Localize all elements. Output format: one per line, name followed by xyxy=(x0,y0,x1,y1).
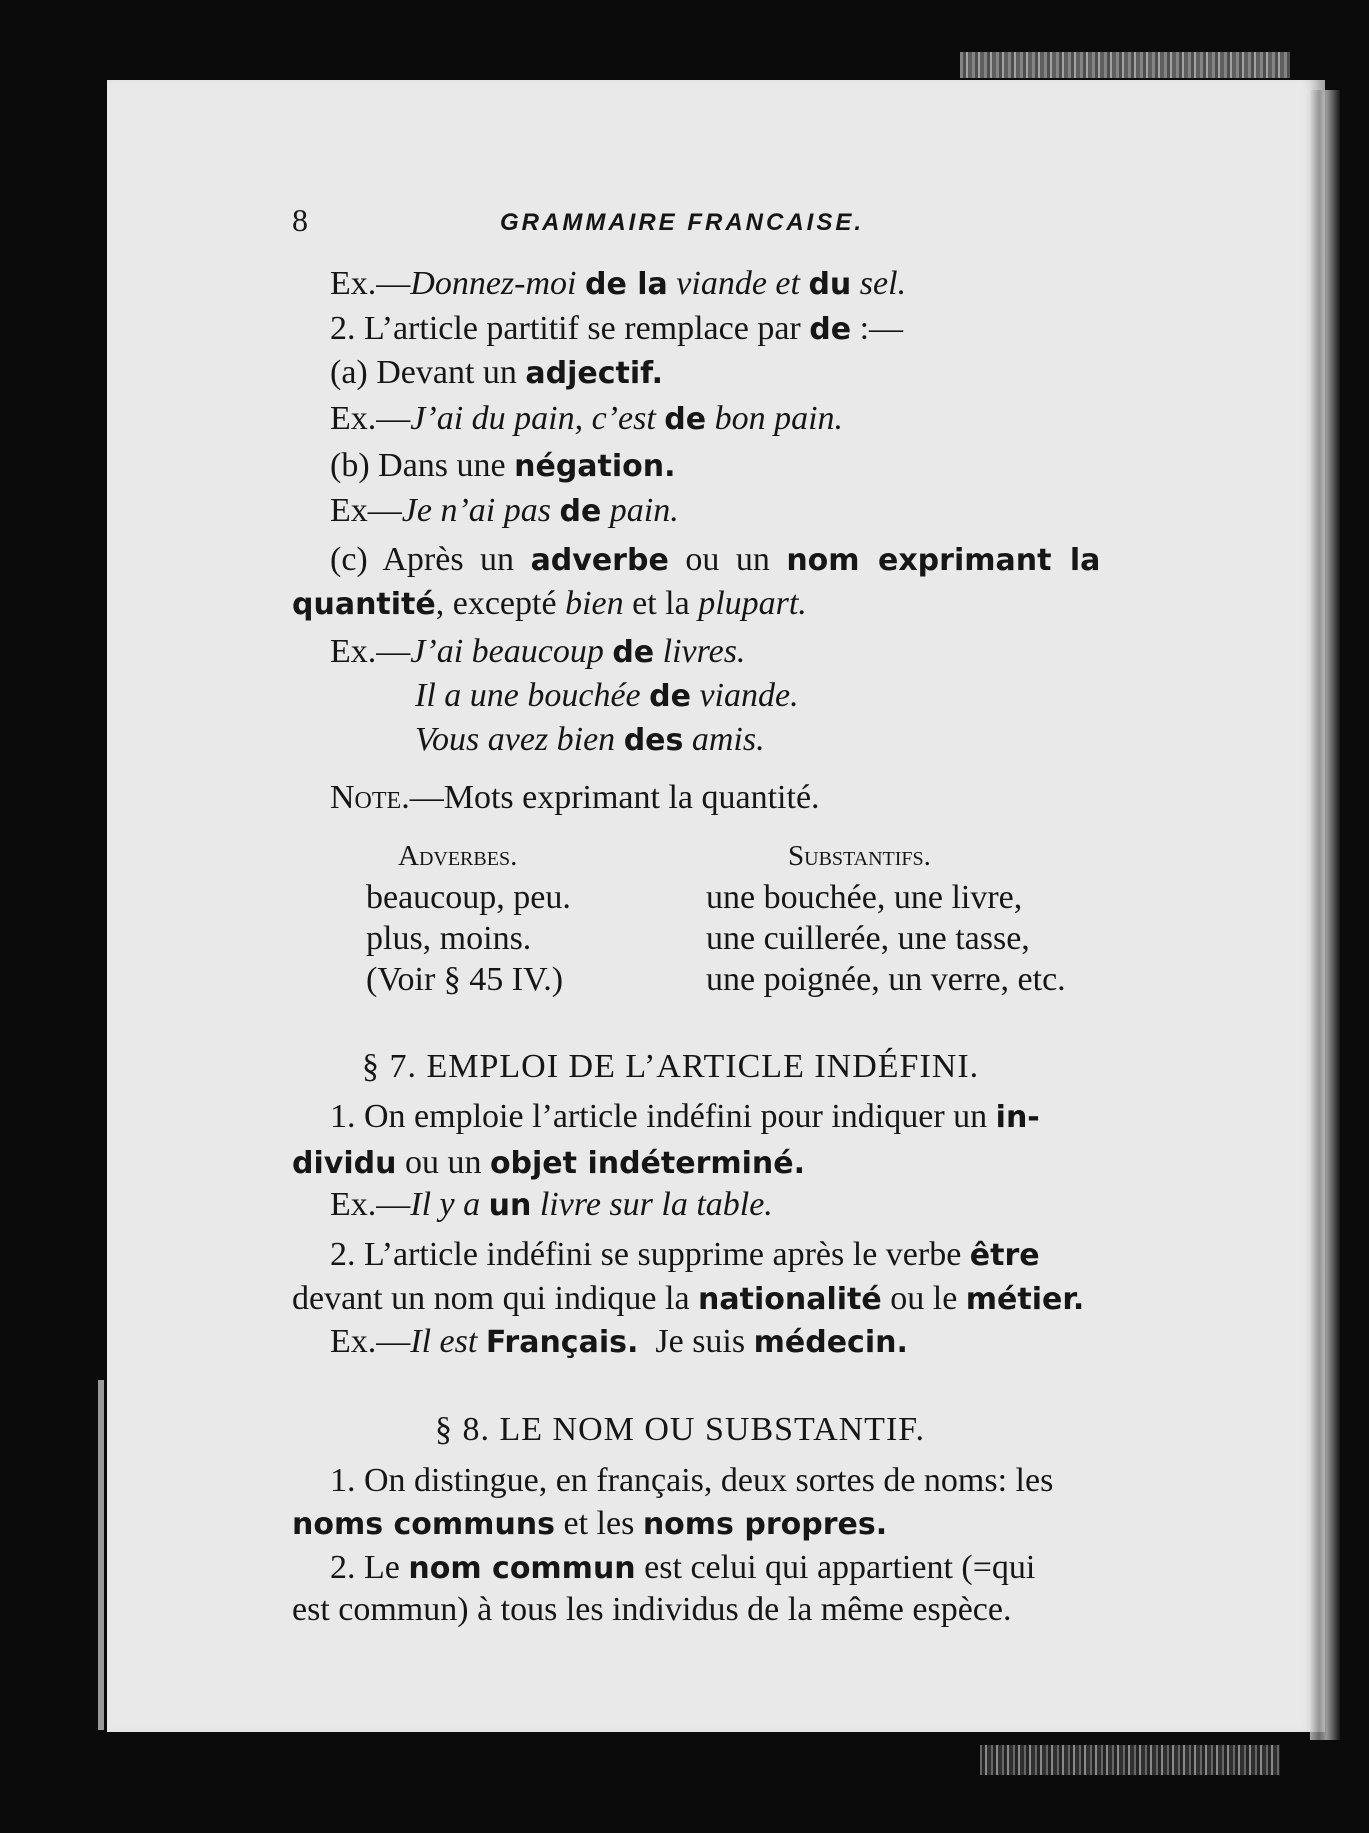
bold-term: de xyxy=(664,402,707,437)
example-text: pain. xyxy=(609,492,679,529)
bold-term: nom exprimant la xyxy=(786,543,1101,578)
bold-term: objet indéterminé. xyxy=(489,1146,806,1181)
rule-text: est commun) à tous les individus de la même espèce. xyxy=(292,1591,1012,1628)
rule-text: (b) Dans une xyxy=(330,447,506,484)
rule-text: 2. Le xyxy=(330,1549,400,1586)
rule-line xyxy=(292,1504,887,1545)
bold-term: de xyxy=(559,494,602,529)
rule-line xyxy=(292,1590,1011,1630)
bold-term: du xyxy=(808,267,852,302)
bold-term: de xyxy=(649,679,691,714)
example-text: J’ai beaucoup xyxy=(410,633,604,670)
section-heading: § 8. LE NOM OU SUBSTANTIF. xyxy=(435,1411,925,1448)
example-text: bien xyxy=(565,585,624,622)
table-cell: plus, moins. xyxy=(366,920,532,957)
rule-text: (a) Devant un xyxy=(330,354,517,391)
example-label: Ex.— xyxy=(330,400,411,437)
rule-line xyxy=(330,353,663,394)
example-line xyxy=(330,491,679,532)
rule-line xyxy=(330,1548,1035,1589)
example-text: J’ai du pain, c’est xyxy=(410,400,656,437)
example-label: Ex— xyxy=(330,492,402,529)
rule-text: Je suis xyxy=(655,1323,746,1360)
example-label: Ex.— xyxy=(330,265,411,302)
example-text: Il a une bouchée xyxy=(415,677,641,714)
rule-text: :— xyxy=(859,310,904,347)
example-text: Donnez-moi xyxy=(410,265,577,302)
example-line xyxy=(415,720,765,761)
example-line xyxy=(330,1185,773,1226)
example-text: viande et xyxy=(676,265,800,302)
example-text: amis. xyxy=(691,721,765,758)
example-text: Il est xyxy=(410,1323,478,1360)
example-text: viande. xyxy=(699,677,799,714)
bold-term: négation. xyxy=(514,449,676,484)
bold-term: nom commun xyxy=(408,1551,636,1586)
example-line xyxy=(330,632,745,673)
rule-line xyxy=(330,1461,1053,1501)
example-label: Ex.— xyxy=(330,1186,411,1223)
rule-line xyxy=(330,1097,1040,1138)
column-header-substantifs: Substantifs. xyxy=(788,840,931,872)
example-line xyxy=(330,264,906,305)
example-text: plupart. xyxy=(698,585,807,622)
bold-term: in- xyxy=(995,1100,1040,1135)
column-header-adverbes: Adverbes. xyxy=(398,840,518,872)
rule-text: ou un xyxy=(404,1144,482,1181)
example-line xyxy=(415,676,799,717)
example-text: Je n’ai pas xyxy=(401,492,551,529)
scan-edge-bottom xyxy=(980,1745,1280,1775)
rule-text: 2. L’article indéfini se supprime après le verbe xyxy=(330,1236,962,1273)
rule-line xyxy=(292,1143,805,1184)
rule-text: devant un nom qui indique la xyxy=(292,1280,690,1317)
rule-line xyxy=(292,584,807,625)
bold-term: dividu xyxy=(292,1146,397,1181)
note-text: .—Mots exprimant la quantité. xyxy=(401,779,820,816)
table-cell: une poignée, un verre, etc. xyxy=(706,961,1066,998)
section-heading: § 7. EMPLOI DE L’ARTICLE INDÉFINI. xyxy=(362,1048,980,1085)
rule-line xyxy=(330,446,676,487)
scan-edge-top xyxy=(960,52,1290,78)
running-head: GRAMMAIRE FRANCAISE. xyxy=(500,209,864,236)
table-cell: une bouchée, une livre, xyxy=(706,879,1023,916)
bold-term: noms propres. xyxy=(642,1507,888,1542)
rule-line xyxy=(292,1279,1084,1320)
note-line xyxy=(330,778,820,818)
bold-term: nationalité xyxy=(698,1282,882,1317)
page-gutter-edge xyxy=(1310,90,1340,1740)
example-text: Vous avez bien xyxy=(415,721,616,758)
example-label: Ex.— xyxy=(330,633,411,670)
table-cell: beaucoup, peu. xyxy=(366,879,571,916)
rule-line xyxy=(330,1235,1040,1276)
bold-term: métier. xyxy=(965,1282,1085,1317)
example-line xyxy=(330,1322,908,1363)
table-cell: une cuillerée, une tasse, xyxy=(706,920,1030,957)
rule-text: et la xyxy=(632,585,690,622)
bold-term: adverbe xyxy=(530,543,669,578)
rule-text: (c) Après un xyxy=(330,541,515,578)
bold-term: médecin. xyxy=(753,1325,908,1360)
bold-term: Français. xyxy=(485,1325,639,1360)
page-left-edge xyxy=(98,1380,104,1730)
rule-text: 2. L’article partitif se remplace par xyxy=(330,310,801,347)
rule-text: ou un xyxy=(685,541,770,578)
bold-term: des xyxy=(623,723,684,758)
bold-term: de xyxy=(612,635,655,670)
example-text: livre sur la table. xyxy=(539,1186,773,1223)
bold-term: quantité xyxy=(292,587,436,622)
example-text: bon pain. xyxy=(714,400,844,437)
example-text: livres. xyxy=(662,633,746,670)
rule-text: 1. On emploie l’article indéfini pour indiquer un xyxy=(330,1098,988,1135)
bold-term: de la xyxy=(584,267,668,302)
bold-term: un xyxy=(488,1188,532,1223)
rule-text: est celui qui appartient (=qui xyxy=(644,1549,1036,1586)
rule-line xyxy=(330,540,1100,581)
example-text: Il y a xyxy=(410,1186,481,1223)
example-text: sel. xyxy=(859,265,907,302)
rule-text: et les xyxy=(563,1505,635,1542)
page-number: 8 xyxy=(292,202,308,238)
example-label: Ex.— xyxy=(330,1323,411,1360)
table-cell: (Voir § 45 IV.) xyxy=(366,961,564,998)
rule-line xyxy=(330,309,903,350)
rule-text: , excepté xyxy=(435,585,557,622)
rule-text: 1. On distingue, en français, deux sortes de noms: les xyxy=(330,1462,1054,1499)
example-line xyxy=(330,399,843,440)
rule-text: ou le xyxy=(890,1280,958,1317)
note-label: Note xyxy=(330,779,402,816)
bold-term: être xyxy=(969,1238,1040,1273)
bold-term: de xyxy=(809,312,852,347)
bold-term: adjectif. xyxy=(525,356,663,391)
bold-term: noms communs xyxy=(292,1507,556,1542)
